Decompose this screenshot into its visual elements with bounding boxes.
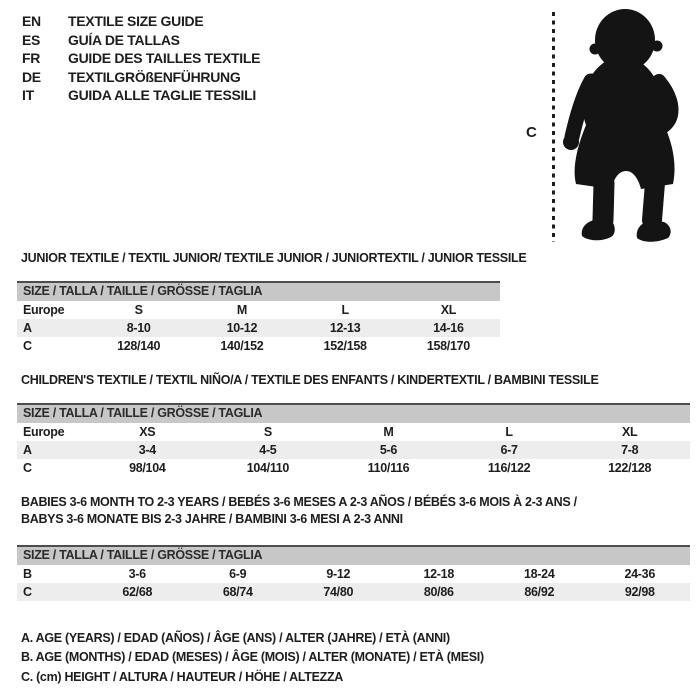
toddler-silhouette-icon — [560, 5, 698, 245]
table-cell: 9-12 — [326, 567, 351, 581]
legend-line: A. AGE (YEARS) / EDAD (AÑOS) / ÂGE (ANS) / ALTER (JAHRE) / ETÀ (ANNI) — [21, 631, 450, 645]
table-row — [17, 441, 690, 459]
table-cell: XS — [139, 425, 156, 439]
table-cell: 6-9 — [229, 567, 247, 581]
table-cell: 8-10 — [126, 321, 151, 335]
language-code: ES — [22, 31, 41, 48]
language-title: GUIDA ALLE TAGLIE TESSILI — [68, 87, 256, 104]
table-cell: 62/68 — [122, 585, 153, 599]
table-cell: 140/152 — [220, 339, 264, 353]
language-code: DE — [22, 68, 41, 85]
table-cell: S — [263, 425, 272, 439]
table-cell: 86/92 — [524, 585, 555, 599]
table-cell: 158/170 — [426, 339, 470, 353]
table-cell: 18-24 — [524, 567, 555, 581]
table-cell: 3-6 — [128, 567, 146, 581]
table-cell: 5-6 — [379, 443, 398, 457]
table-row — [17, 301, 500, 319]
section-title-line: BABYS 3-6 MONATE BIS 2-3 JAHRE / BAMBINI 3-6 MESI A 2-3 ANNI — [21, 512, 403, 526]
language-row — [22, 68, 260, 87]
section-title — [21, 250, 526, 267]
row-label: C — [23, 339, 32, 353]
table-row — [17, 337, 500, 355]
language-row — [22, 49, 260, 68]
row-label: Europe — [23, 425, 65, 439]
table-row — [17, 459, 690, 477]
language-title: GUIDE DES TAILLES TEXTILE — [68, 50, 261, 67]
table-cell: 152/158 — [323, 339, 367, 353]
table-cell: 14-16 — [433, 321, 464, 335]
language-title: GUÍA DE TALLAS — [68, 31, 180, 48]
section-title-line: JUNIOR TEXTILE / TEXTIL JUNIOR/ TEXTILE JUNIOR / JUNIORTEXTIL / JUNIOR TESSILE — [21, 251, 527, 265]
table-cell: L — [505, 425, 513, 439]
table-cell: XL — [621, 425, 638, 439]
table-row — [17, 565, 690, 583]
height-measure-dotted-line — [552, 12, 555, 242]
table-cell: 98/104 — [129, 461, 166, 475]
table-cell: L — [341, 303, 349, 317]
table-size-header: SIZE / TALLA / TAILLE / GRÖSSE / TAGLIA — [17, 545, 690, 565]
section-title-line: CHILDREN'S TEXTILE / TEXTIL NIÑO/A / TEXTILE DES ENFANTS / KINDERTEXTIL / BAMBINI TESSILE — [21, 373, 599, 387]
table-cell: 74/80 — [323, 585, 354, 599]
table-cell: 10-12 — [226, 321, 258, 335]
height-measure-label: C — [526, 124, 537, 141]
table-cell: 6-7 — [500, 443, 518, 457]
table-cell: 68/74 — [222, 585, 253, 599]
table-row — [17, 423, 690, 441]
language-list — [22, 12, 260, 105]
table-cell: S — [134, 303, 143, 317]
table-size-header: SIZE / TALLA / TAILLE / GRÖSSE / TAGLIA — [17, 281, 500, 301]
toddler-silhouette — [560, 5, 698, 245]
table-cell: 92/98 — [624, 585, 655, 599]
section-title — [21, 372, 598, 389]
table-cell: 116/122 — [487, 461, 531, 475]
row-label: A — [23, 321, 32, 335]
table-cell: 3-4 — [138, 443, 156, 457]
language-row — [22, 86, 260, 105]
section-title — [21, 494, 577, 528]
legend-line: C. (cm) HEIGHT / ALTURA / HAUTEUR / HÖHE / ALTEZZA — [21, 669, 344, 684]
legend-line: B. AGE (MONTHS) / EDAD (MESES) / ÂGE (MOIS) / ALTER (MONATE) / ETÀ (MESI) — [21, 650, 484, 665]
size-table — [17, 403, 690, 477]
language-row — [22, 12, 260, 31]
table-cell: 80/86 — [423, 585, 454, 599]
language-code: IT — [22, 87, 34, 104]
table-row — [17, 319, 500, 337]
size-table — [17, 545, 690, 601]
table-cell: 24-36 — [624, 567, 655, 581]
row-label: B — [23, 567, 32, 581]
language-code: EN — [22, 13, 41, 29]
table-cell: M — [383, 425, 394, 439]
language-title: TEXTILGRÖßENFÜHRUNG — [68, 68, 241, 85]
section-title-line: BABIES 3-6 MONTH TO 2-3 YEARS / BEBÉS 3-6 MESES A 2-3 AÑOS / BÉBÉS 3-6 MOIS À 2-3 ANS / — [21, 495, 577, 509]
language-row — [22, 31, 260, 50]
table-size-header: SIZE / TALLA / TAILLE / GRÖSSE / TAGLIA — [17, 403, 690, 423]
table-cell: 110/116 — [367, 461, 410, 475]
table-cell: 122/128 — [608, 461, 652, 475]
table-cell: 4-5 — [259, 443, 277, 457]
row-label: A — [23, 443, 32, 457]
table-cell: 104/110 — [246, 461, 290, 475]
row-label: C — [23, 461, 32, 475]
table-cell: 12-13 — [329, 321, 361, 335]
size-table — [17, 281, 500, 355]
row-label: Europe — [23, 303, 65, 317]
table-cell: 7-8 — [621, 443, 639, 457]
table-row — [17, 583, 690, 601]
table-cell: M — [236, 303, 247, 317]
legend — [21, 629, 484, 687]
table-cell: XL — [440, 303, 457, 317]
table-cell: 12-18 — [423, 567, 454, 581]
language-title: TEXTILE SIZE GUIDE — [68, 13, 204, 29]
language-code: FR — [22, 50, 41, 67]
row-label: C — [23, 585, 32, 599]
table-cell: 128/140 — [117, 339, 161, 353]
